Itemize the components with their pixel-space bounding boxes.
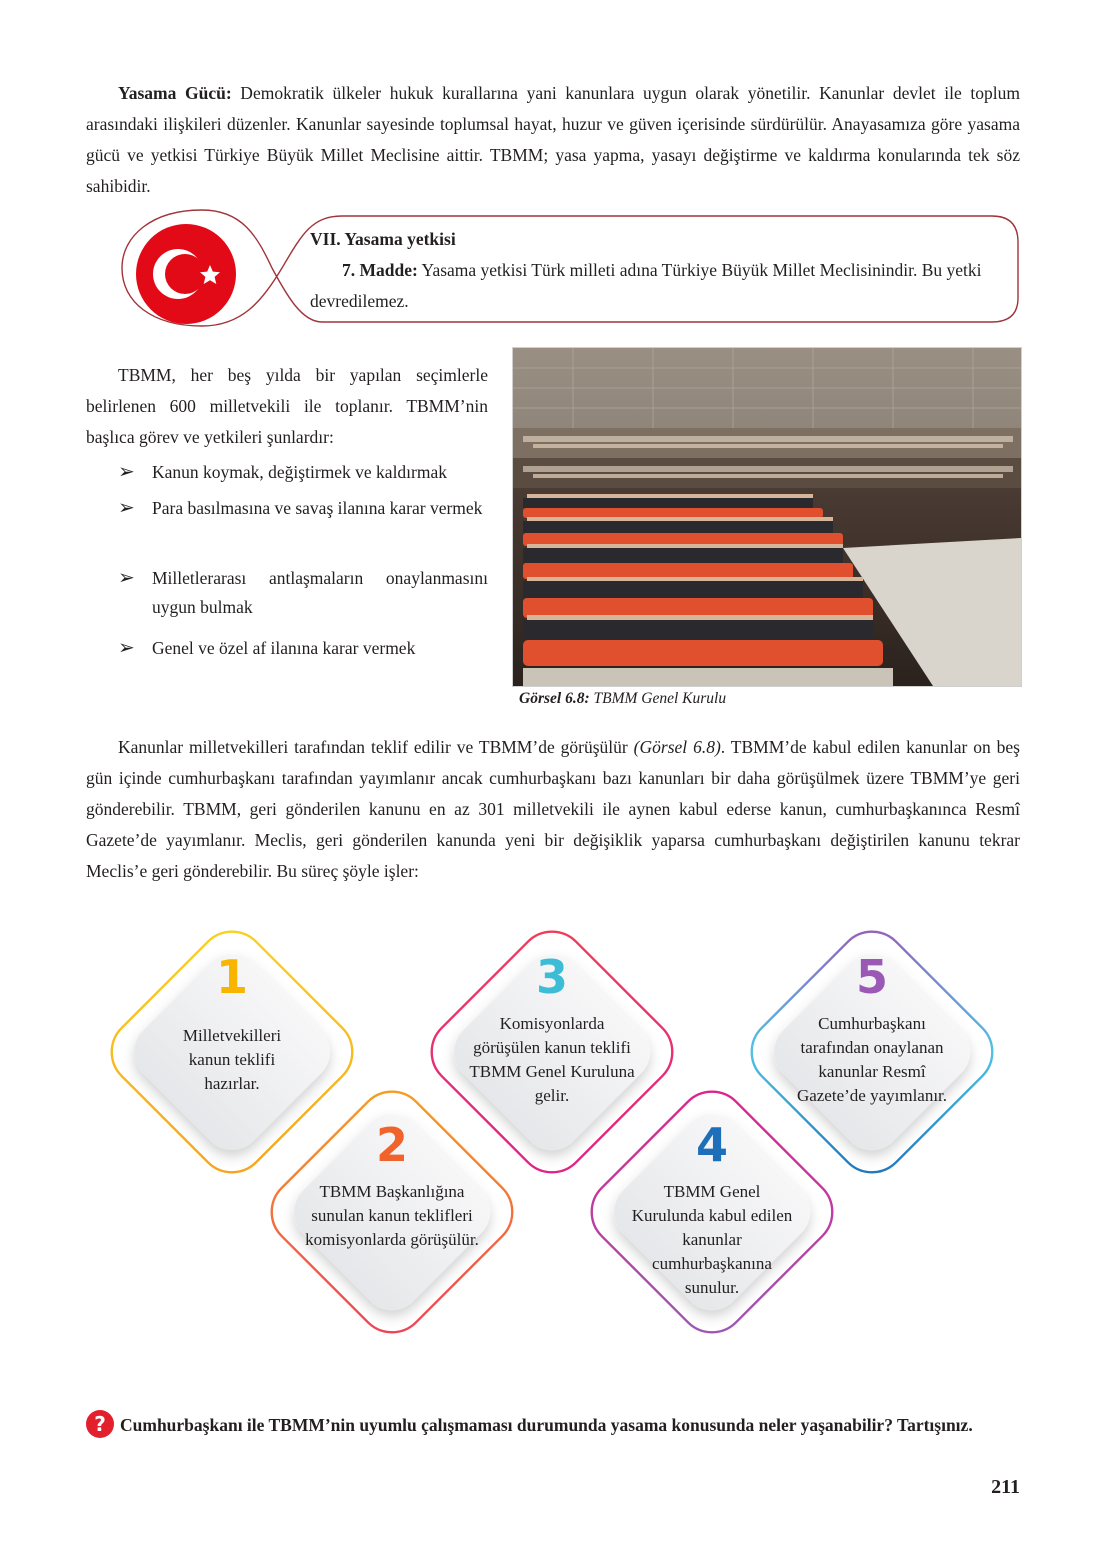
discussion-question: Cumhurbaşkanı ile TBMM’nin uyumlu çalışmaması durumunda yasama konusunda neler yaşanabilir? Tartışınız. [120,1415,973,1435]
list-item: ➢ Para basılmasına ve savaş ilanına karar vermek [118,494,488,564]
page-number: 211 [991,1476,1020,1498]
list-item: ➢ Milletlerarası antlaşmaların onaylanmasını uygun bulmak [118,564,488,634]
law-title: VII. Yasama yetkisi [310,229,456,249]
law-article-label: 7. Madde: [342,260,418,280]
intro-text: Demokratik ülkeler hukuk kurallarına yani kanunlara uygun olarak yönetilir. Kanunlar devlet ile toplum arasındaki ilişkileri düzenler. Kanunlar sayesinde toplumsal hayat, huzur ve güven içerisinde sürdürülür. Anayasamıza göre yasama gücü ve yetkisi Türkiye Büyük Millet Meclisine aittir. TBMM; yasa yapma, yasayı değiştirme ve kaldırma konularında tek söz sahibidir. [86,83,1020,196]
step-3-number: 3 [535,950,568,1004]
tbmm-general-assembly-photo [512,347,1022,687]
arrow-bullet-icon: ➢ [118,637,135,659]
process-intro-paragraph: Kanunlar milletvekilleri tarafından teklif edilir ve TBMM’de görüşülür (Görsel 6.8). TBMM’de kabul edilen kanunlar on beş gün içinde cumhurbaşkanı tarafından yayımlanır ancak cumhurbaşkanı bazı kanunları bir daha görüşülmek üzere TBMM’ye geri gönderebilir. TBMM, geri gönderilen kanunu en az 301 milletvekili ile aynen kabul ederse kanun, cumhurbaşkanınca Resmî Gazete’de yayımlanır. Meclis, geri gönderilen kanunda yeni bir değişiklik yaparsa cumhurbaşkanı değiştirilen kanunu tekrar Meclis’e geri gönderebilir. Bu süreç şöyle işler: [86,737,1020,881]
arrow-bullet-icon: ➢ [118,567,135,589]
arrow-bullet-icon: ➢ [118,497,135,519]
intro-paragraph [86,78,1020,202]
intro-heading: Yasama Gücü: [118,83,232,103]
list-item: ➢ Genel ve özel af ilanına karar vermek [118,634,488,663]
duties-list [118,458,488,663]
caption-label: Görsel 6.8: [519,690,590,707]
turkish-flag-icon [134,222,238,326]
law-article-text: Yasama yetkisi Türk milleti adına Türkiye Büyük Millet Meclisinindir. Bu yetki devredilemez. [310,260,982,311]
step-1-number: 1 [215,950,248,1004]
photo-caption [519,690,726,708]
step-1-text: Milletvekilleri kanun teklifi hazırlar. [182,1026,282,1093]
list-item: ➢ Kanun koymak, değiştirmek ve kaldırmak [118,458,488,494]
tbmm-paragraph: TBMM, her beş yılda bir yapılan seçimlerle belirlenen 600 milletvekili ile toplanır. TBMM’nin başlıca görev ve yetkileri şunlardır: [86,365,488,447]
question-icon: ? [86,1410,114,1438]
arrow-bullet-icon: ➢ [118,461,135,483]
step-3-text: Komisyonlarda görüşülen kanun teklifi TBMM Genel Kuruluna gelir. [469,1014,635,1105]
step-5-number: 5 [855,950,888,1004]
step-5-text: Cumhurbaşkanı tarafından onaylanan kanunlar Resmî Gazete’de yayımlanır. [796,1014,948,1105]
step-4-number: 4 [695,1118,728,1172]
caption-text: TBMM Genel Kurulu [589,690,727,707]
figure-reference: (Görsel 6.8) [633,737,721,757]
step-2-number: 2 [375,1118,408,1172]
step-2-text: TBMM Başkanlığına sunulan kanun teklifleri komisyonlarda görüşülür. [305,1182,479,1249]
step-4-text: TBMM Genel Kurulunda kabul edilen kanunlar cumhurbaşkanına sunulur. [631,1182,793,1297]
law-box-text [310,224,1010,317]
